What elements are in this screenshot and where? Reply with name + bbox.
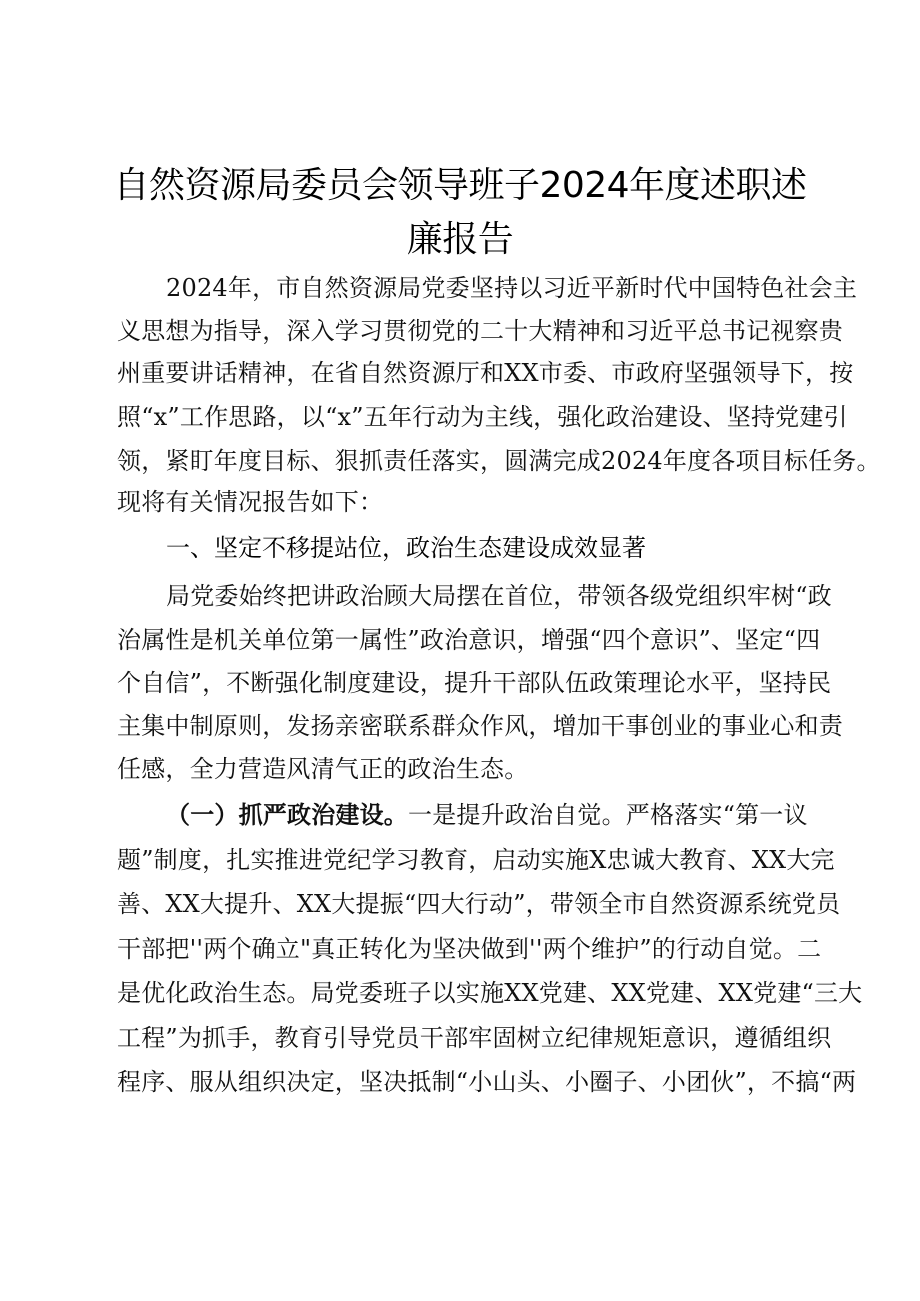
paragraph-line: 善、XX大提升、XX大提振“四大行动”，带领全市自然资源系统党员 <box>117 890 841 918</box>
paragraph-text: 一是提升政治自觉。严格落实“第一议 <box>408 801 808 829</box>
paragraph-line: 干部把''两个确立"真正转化为坚决做到''两个维护”的行动自觉。二 <box>117 935 822 963</box>
paragraph-line: 义思想为指导，深入学习贯彻党的二十大精神和习近平总书记视察贵 <box>117 317 843 345</box>
paragraph-line <box>166 794 866 836</box>
paragraph-line: 是优化政治生态。局党委班子以实施XX党建、XX党建、XX党建“三大 <box>117 979 863 1007</box>
section-heading: 一、坚定不移提站位，政治生态建设成效显著 <box>166 534 646 562</box>
paragraph-line: 现将有关情况报告如下： <box>117 488 384 516</box>
paragraph-line: 工程”为抓手，教育引导党员干部牢固树立纪律规矩意识，遵循组织 <box>117 1024 832 1052</box>
subsection-heading: （一）抓严政治建设。 <box>166 800 408 829</box>
paragraph-line: 程序、服从组织决定，坚决抵制“小山头、小圈子、小团伙”，不搞“两 <box>117 1068 857 1096</box>
paragraph-line: 治属性是机关单位第一属性”政治意识，增强“四个意识”、坚定“四 <box>117 626 821 654</box>
paragraph-line: 州重要讲话精神，在省自然资源厅和XX市委、市政府坚强领导下，按 <box>117 359 854 387</box>
paragraph-line: 领，紧盯年度目标、狠抓责任落实，圆满完成2024年度各项目标任务。 <box>117 447 881 475</box>
paragraph-line: 任感，全力营造风清气正的政治生态。 <box>117 755 529 783</box>
document-title-line-1: 自然资源局委员会领导班子2024年度述职述 <box>113 165 807 206</box>
document-title-line-2: 廉报告 <box>406 219 514 260</box>
paragraph-line: 照“x”工作思路，以“x”五年行动为主线，强化政治建设、坚持党建引 <box>117 403 848 431</box>
paragraph-line: 局党委始终把讲政治顾大局摆在首位，带领各级党组织牢树“政 <box>166 582 832 610</box>
paragraph-line: 2024年，市自然资源局党委坚持以习近平新时代中国特色社会主 <box>166 274 858 302</box>
paragraph-line: 主集中制原则，发扬亲密联系群众作风，增加干事创业的事业心和责 <box>117 712 843 740</box>
paragraph-line: 个自信”，不断强化制度建设，提升干部队伍政策理论水平，坚持民 <box>117 669 832 697</box>
paragraph-line: 题”制度，扎实推进党纪学习教育，启动实施X忠诚大教育、XX大完 <box>117 846 835 874</box>
